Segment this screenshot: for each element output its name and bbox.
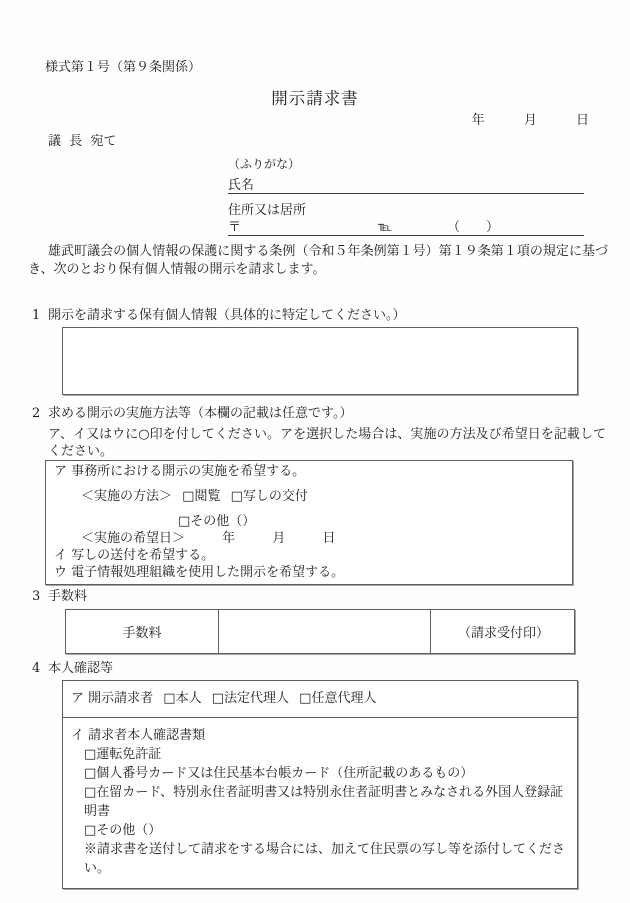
option-u-row[interactable]: ウ 電子情報処理組織を使用した開示を希望する。 [54, 565, 345, 580]
checkbox-copy-delivery[interactable]: □写しの交付 [230, 489, 308, 504]
section3-number: 3 [32, 589, 41, 604]
date-year-label: 年 [471, 113, 485, 128]
checkbox-inspection[interactable]: □閲覧 [182, 489, 221, 504]
addressee: 議 長 宛て [48, 134, 117, 149]
tel-parens: （ ） [446, 220, 499, 235]
desired-date-label: ＜実施の希望日＞ [81, 531, 186, 546]
section2-heading [32, 406, 630, 422]
section3-title: 手数料 [48, 589, 88, 604]
section4-heading [32, 661, 630, 677]
name-field[interactable] [228, 172, 584, 194]
page-title: 開示請求書 [271, 89, 359, 108]
identity-verification-box [62, 680, 578, 889]
section3-heading [32, 589, 630, 605]
identity-documents-title: イ 請求者本人確認書類 [71, 728, 206, 743]
identity-documents-section [63, 718, 577, 888]
method-row [54, 488, 564, 505]
date-day-label: 日 [575, 113, 589, 128]
desired-date-row[interactable] [54, 530, 564, 547]
receipt-stamp-cell: （請求受付印） [430, 610, 576, 653]
option-i-row[interactable]: イ 写しの送付を希望する。 [54, 548, 215, 563]
form-number: 様式第１号（第９条関係） [45, 60, 202, 75]
furigana-label: （ふりがな） [228, 157, 301, 171]
postal-mark: 〒 [228, 220, 242, 235]
postal-tel-field[interactable] [228, 216, 584, 236]
section4-title: 本人確認等 [48, 661, 114, 676]
applicant-block [228, 156, 584, 236]
section1-number: 1 [32, 308, 41, 323]
date-line[interactable] [0, 113, 589, 129]
desired-month-label: 月 [272, 531, 286, 546]
checkbox-drivers-license[interactable]: □運転免許証 [84, 747, 162, 762]
fee-table [65, 609, 575, 654]
checkbox-self[interactable]: □本人 [163, 691, 202, 706]
method-label: ＜実施の方法＞ [81, 489, 173, 504]
address-label: 住所又は居所 [228, 203, 307, 218]
fee-value-cell[interactable] [218, 610, 430, 653]
desired-day-label: 日 [322, 531, 336, 546]
section2-title: 求める開示の実施方法等（本欄の記載は任意です。） [48, 406, 353, 421]
method-other-row [54, 513, 564, 530]
checkbox-voluntary-representative[interactable]: □任意代理人 [299, 691, 377, 706]
requester-type-row [63, 681, 577, 718]
disclosure-method-box [45, 460, 573, 585]
preamble-text: 雄武町議会の個人情報の保護に関する条例（令和５年条例第１号）第１９条第１項の規定に基づき、次のとおり保有個人情報の開示を請求します。 [28, 244, 608, 277]
checkbox-legal-representative[interactable]: □法定代理人 [211, 691, 290, 706]
option-a-row[interactable]: ア 事務所における開示の実施を希望する。 [54, 464, 306, 479]
checkbox-document-other[interactable]: □その他（） [84, 823, 162, 838]
section1-title: 開示を請求する保有個人情報（具体的に特定してください。） [48, 308, 406, 323]
checkbox-my-number-card[interactable]: □個人番号カード又は住民基本台帳カード（住所記載のあるもの） [84, 766, 474, 781]
name-label: 氏名 [228, 178, 255, 193]
desired-year-label: 年 [222, 531, 236, 546]
fee-label-cell: 手数料 [122, 626, 162, 641]
section4-number: 4 [32, 661, 41, 676]
requester-type-label: ア 開示請求者 [71, 691, 154, 706]
mailing-note: ※請求書を送付して請求をする場合には、加えて住民票の写し等を添付してください。 [84, 842, 566, 876]
date-month-label: 月 [523, 113, 537, 128]
section2-instruction: ア、イ又はウに○印を付してください。アを選択した場合は、実施の方法及び希望日を記載してください。 [48, 427, 606, 459]
section2-number: 2 [32, 406, 41, 421]
section1-heading [32, 308, 630, 324]
checkbox-method-other[interactable]: □その他（） [178, 514, 256, 529]
checkbox-residence-card[interactable]: □在留カード、特別永住者証明書又は特別永住者証明書とみなされる外国人登録証明書 [84, 785, 564, 819]
tel-label: ℡ [378, 220, 392, 235]
requested-info-input-box[interactable] [62, 327, 578, 395]
